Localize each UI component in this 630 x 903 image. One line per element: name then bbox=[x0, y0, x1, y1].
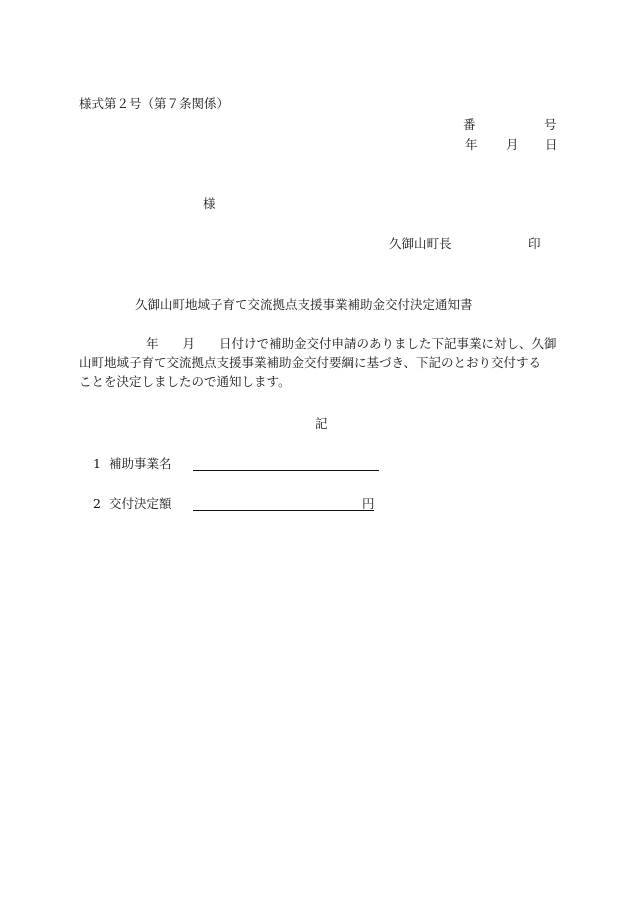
document-title: 久御山町地域子育て交流拠点支援事業補助金交付決定通知書 bbox=[135, 297, 473, 312]
ki-heading: 記 bbox=[315, 416, 328, 431]
body-month-label: 月 bbox=[182, 336, 196, 351]
grant-amount-unit: 円 bbox=[362, 496, 375, 511]
project-name-blank-line[interactable] bbox=[193, 470, 379, 471]
issuer-seal: 印 bbox=[528, 236, 541, 251]
notice-body-line-2: 山町地域子育て交流拠点支援事業補助金交付要綱に基づき、下記のとおり交付する bbox=[79, 355, 542, 370]
item-label-project-name: 補助事業名 bbox=[109, 456, 172, 471]
date-year-label: 年 bbox=[465, 137, 478, 152]
body-line1-text: 日付けで補助金交付申請のありました下記事業に対し、久御 bbox=[219, 336, 557, 351]
recipient-honorific: 様 bbox=[203, 196, 216, 211]
issuer-name: 久御山町長 bbox=[389, 236, 452, 251]
grant-amount-blank-line[interactable] bbox=[193, 510, 374, 511]
notice-body-line-3: ことを決定しましたので通知します。 bbox=[79, 374, 291, 389]
notice-body bbox=[79, 334, 559, 391]
notice-body-line-1 bbox=[79, 334, 559, 353]
form-number: 様式第２号（第７条関係） bbox=[79, 96, 230, 111]
reference-number-suffix: 号 bbox=[544, 117, 557, 132]
item-number: 1 bbox=[93, 456, 101, 471]
item-label-grant-amount: 交付決定額 bbox=[109, 496, 172, 511]
date-month-label: 月 bbox=[506, 137, 519, 152]
reference-number-label: 番 bbox=[463, 117, 476, 132]
item-number: 2 bbox=[93, 496, 101, 511]
body-year-label: 年 bbox=[146, 336, 159, 351]
date-day-label: 日 bbox=[545, 137, 558, 152]
